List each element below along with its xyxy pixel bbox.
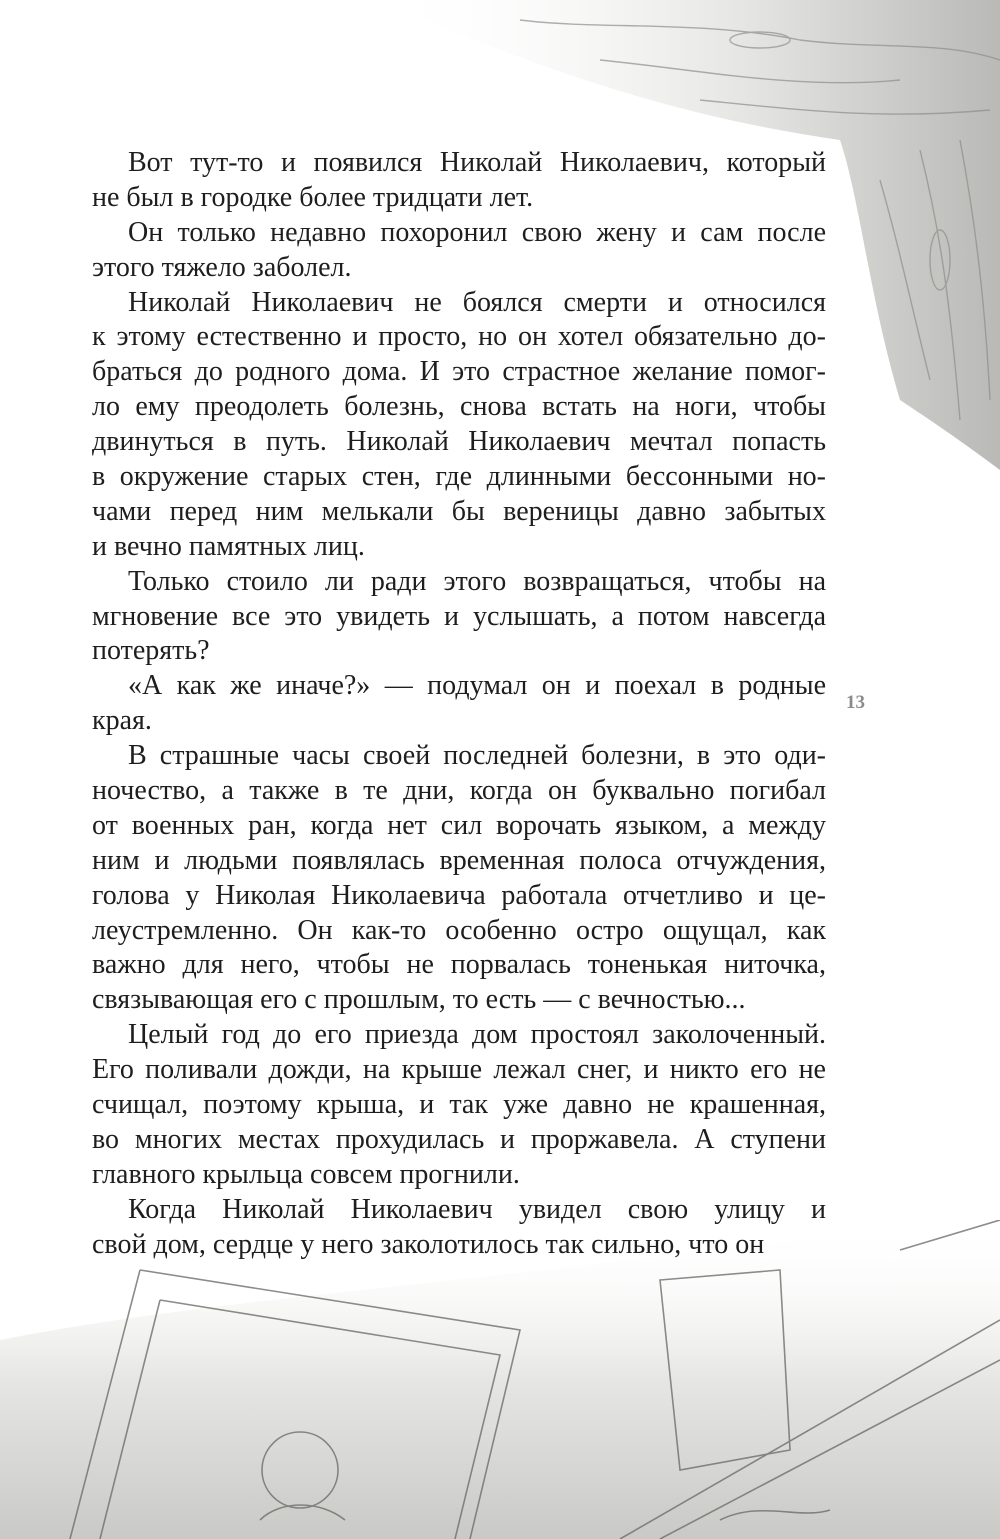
text-line: во многих местах прохудилась и проржавела. А ступени — [92, 1123, 826, 1155]
text-line: Целый год до его приезда дом простоял заколоченный. — [128, 1019, 826, 1051]
text-line: двинуться в путь. Николай Николаевич мечтал попасть — [92, 426, 826, 458]
text-line: не был в городке более тридцати лет. — [92, 181, 534, 213]
text-line: Он только недавно похоронил свою жену и сам после — [128, 216, 826, 248]
text-line: мгновение все это увидеть и услышать, а потом навсегда — [92, 600, 826, 632]
paragraph — [92, 1193, 826, 1263]
text-line: свой дом, сердце у него заколотилось так сильно, что он — [92, 1228, 765, 1260]
text-line: края. — [92, 705, 152, 737]
text-line: от военных ран, когда нет сил ворочать языком, а между — [92, 809, 826, 841]
text-line: этого тяжело заболел. — [92, 251, 352, 283]
text-line: связывающая его с прошлым, то есть — с вечностью... — [92, 984, 746, 1016]
picture-frames-sketch-illustration — [0, 1220, 1000, 1539]
paragraph — [92, 216, 826, 286]
paragraph — [92, 669, 826, 739]
text-line: Его поливали дожди, на крыше лежал снег, и никто его не — [92, 1054, 826, 1086]
paragraph — [92, 739, 826, 1018]
text-line: ночество, а также в те дни, когда он буквально погибал — [92, 775, 826, 807]
text-line: ло ему преодолеть болезнь, снова встать на ноги, чтобы — [92, 391, 826, 423]
text-line: Только стоило ли ради этого возвращаться, чтобы на — [128, 565, 826, 597]
text-line: Вот тут-то и появился Николай Николаевич, который — [128, 147, 826, 178]
text-line: в окружение старых стен, где длинными бессонными но- — [92, 461, 826, 493]
text-line: голова у Николая Николаевича работала отчетливо и це- — [92, 879, 826, 911]
text-line: В страшные часы своей последней болезни, в это оди- — [128, 740, 826, 772]
text-line: леустремленно. Он как-то особенно остро ощущал, как — [92, 914, 826, 946]
text-line: и вечно памятных лиц. — [92, 530, 365, 562]
text-line: потерять? — [92, 635, 210, 667]
text-line: браться до родного дома. И это страстное желание помог- — [92, 356, 826, 388]
text-line: Николай Николаевич не боялся смерти и относился — [128, 286, 826, 318]
body-text — [92, 146, 826, 1263]
text-line: главного крыльца совсем прогнили. — [92, 1158, 520, 1190]
paragraph — [92, 286, 826, 565]
text-line: счищал, поэтому крыша, и так уже давно не крашенная, — [92, 1089, 826, 1121]
paragraph — [92, 1018, 826, 1192]
paragraph — [92, 146, 826, 216]
text-line: чами перед ним мелькали бы вереницы давно забытых — [92, 495, 826, 527]
page-number: 13 — [846, 692, 865, 713]
paragraph — [92, 565, 826, 670]
text-line: Когда Николай Николаевич увидел свою улицу и — [128, 1193, 826, 1225]
text-line: к этому естественно и просто, но он хотел обязательно до- — [92, 321, 826, 353]
text-line: «А как же иначе?» — подумал он и поехал в родные — [128, 670, 826, 702]
text-line: важно для него, чтобы не порвалась тоненькая ниточка, — [92, 949, 826, 981]
text-line: ним и людьми появлялась временная полоса отчуждения, — [92, 844, 826, 876]
